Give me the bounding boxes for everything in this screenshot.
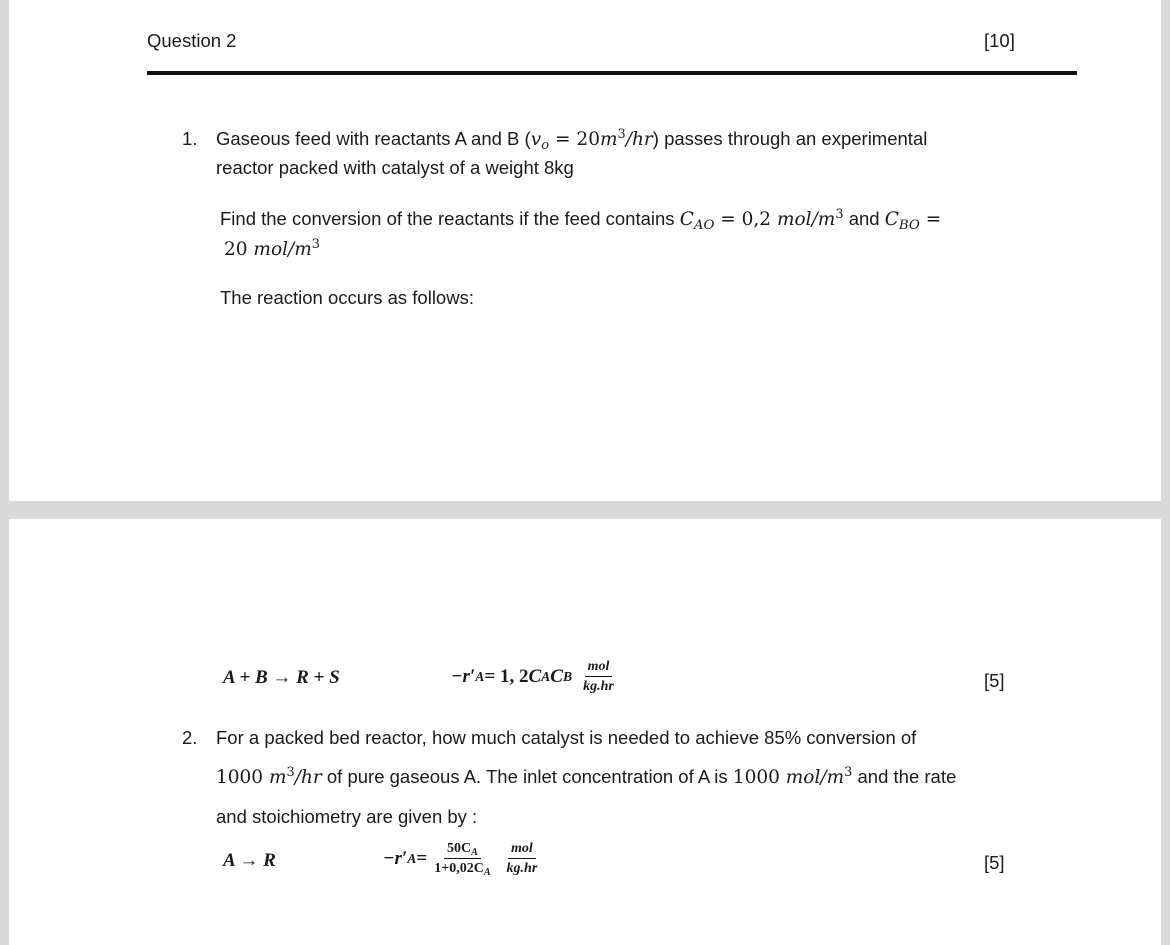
- header-rule: [147, 71, 1077, 75]
- q1-reaction-equation: A + B → R + S: [223, 667, 340, 688]
- q2-rate-fraction: $\frac{50C_A}{1+0,02C_A}$: [434, 841, 491, 879]
- q1-find-line-2: 20 mol/$m^3$: [224, 236, 321, 260]
- q1-line-2: reactor packed with catalyst of a weight 8kg: [216, 157, 574, 178]
- q1-rate-equation: −r′ A = 1, 2 C A C B $\frac{\text{mol}}{kg.hr}$: [451, 659, 617, 695]
- q2-rate-unit: $\frac{\text{mol}}{kg.hr}$: [506, 841, 538, 877]
- q1-rate-unit: $\frac{\text{mol}}{kg.hr}$: [583, 659, 614, 695]
- question-marks: [10]: [984, 30, 1015, 51]
- q2-number: 2.: [182, 727, 198, 748]
- q1-reaction-intro: The reaction occurs as follows:: [220, 287, 474, 308]
- q2-reaction-equation: A → R: [223, 850, 276, 871]
- q1-find-line: Find the conversion of the reactants if the feed contains $C_{AO} = 0,2$ mol/$m^3$ and $C_{BO}$ =: [220, 206, 942, 233]
- page-1: [9, 0, 1161, 501]
- q2-line-3: and stoichiometry are given by :: [216, 806, 478, 827]
- q1-number: 1.: [182, 128, 198, 149]
- q2-marks: [5]: [984, 852, 1005, 873]
- q1-marks: [5]: [984, 670, 1005, 691]
- page-2: [9, 519, 1161, 945]
- q2-rate-equation: −r′ A = $\frac{50C_A}{1+0,02C_A}$ $\frac{\text{mol}}{kg.hr}$: [383, 841, 540, 877]
- q1-line-1: Gaseous feed with reactants A and B $(v_o = 20m^3/hr)$ passes through an experimental: [216, 126, 928, 153]
- q2-line-2: 1000 $m^3/hr$ of pure gaseous A. The inlet concentration of A is 1000 mol/$m^3$ and the rate: [216, 764, 957, 788]
- question-title: Question 2: [147, 30, 237, 51]
- q2-line-1: For a packed bed reactor, how much catalyst is needed to achieve 85% conversion of: [216, 727, 917, 748]
